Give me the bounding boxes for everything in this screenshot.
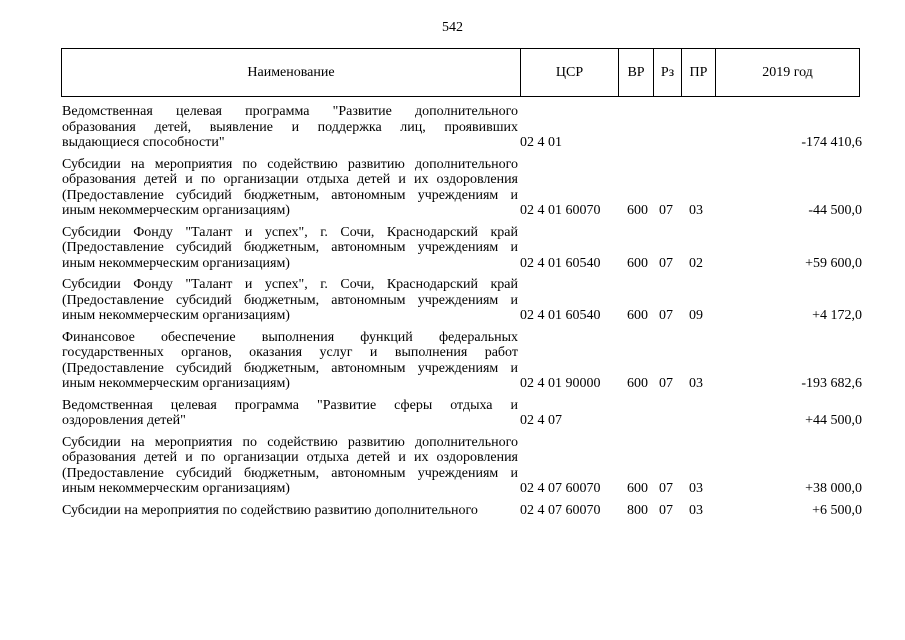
row-csr: 02 4 07 60070 — [520, 481, 601, 496]
row-name-line: (Предоставление субсидий бюджетным, автономным учреждениям и — [62, 187, 518, 203]
row-vr: 600 — [627, 308, 648, 323]
header-year: 2019 год — [715, 49, 859, 96]
row-csr: 02 4 01 — [520, 135, 562, 150]
table-row — [62, 277, 862, 324]
row-name-line: Ведомственная целевая программа "Развитие сферы отдыха и — [62, 397, 518, 413]
row-name-line: образования детей и по организации отдыха детей и их оздоровления — [62, 172, 518, 187]
row-amount: -193 682,6 — [801, 376, 862, 391]
row-name — [62, 225, 518, 272]
row-name — [62, 104, 518, 151]
row-name-line: (Предоставление субсидий бюджетным, автономным учреждениям и — [62, 240, 518, 255]
table-row — [62, 225, 862, 272]
row-name-line: оздоровления детей" — [62, 413, 186, 428]
row-name — [62, 277, 518, 324]
table-row — [62, 104, 862, 151]
row-name-line: образования детей и по организации отдыха детей и их оздоровления — [62, 450, 518, 465]
row-name-line: Субсидии на мероприятия по содействию развитию дополнительного — [62, 156, 518, 172]
row-name-line: образования детей, выявление и поддержка лиц, проявивших — [62, 119, 518, 135]
table-row — [62, 157, 862, 219]
row-vr: 600 — [627, 376, 648, 391]
row-name — [62, 398, 518, 429]
page-number: 542 — [442, 20, 463, 35]
table-header — [61, 48, 860, 97]
row-name — [62, 157, 518, 219]
row-name-line: Субсидии на мероприятия по содействию развитию дополнительного — [62, 502, 478, 518]
row-name-line: иным некоммерческим организациям) — [62, 376, 290, 391]
header-pr: ПР — [681, 49, 715, 96]
row-pr: 02 — [689, 255, 703, 271]
row-name-line: Субсидии на мероприятия по содействию развитию дополнительного — [62, 434, 518, 450]
row-name-line: иным некоммерческим организациям) — [62, 203, 290, 218]
table-row — [62, 503, 862, 519]
row-pr: 03 — [689, 376, 703, 391]
row-csr: 02 4 01 60070 — [520, 203, 601, 218]
table-row — [62, 330, 862, 392]
row-amount: +38 000,0 — [805, 481, 862, 496]
header-rz: Рз — [653, 49, 681, 96]
row-amount: -44 500,0 — [808, 203, 862, 218]
row-pr: 03 — [689, 502, 703, 518]
row-amount: -174 410,6 — [801, 135, 862, 150]
row-name-line: государственных органов, оказания услуг и выполнения работ — [62, 345, 518, 360]
table-row — [62, 398, 862, 429]
table-row — [62, 435, 862, 497]
row-csr: 02 4 07 — [520, 413, 562, 428]
row-csr: 02 4 01 60540 — [520, 255, 601, 271]
row-name — [62, 503, 518, 519]
row-name-line: иным некоммерческим организациям) — [62, 255, 290, 271]
row-rz: 07 — [659, 502, 673, 518]
row-name — [62, 330, 518, 392]
row-pr: 03 — [689, 481, 703, 496]
row-name — [62, 435, 518, 497]
row-amount: +44 500,0 — [805, 413, 862, 428]
row-rz: 07 — [659, 203, 673, 218]
row-amount: +4 172,0 — [812, 308, 862, 323]
row-rz: 07 — [659, 255, 673, 271]
row-name-line: (Предоставление субсидий бюджетным, автономным учреждениям и — [62, 292, 518, 308]
row-name-line: выдающиеся способности" — [62, 135, 225, 150]
table-body — [62, 104, 862, 524]
row-vr: 600 — [627, 481, 648, 496]
row-pr: 09 — [689, 308, 703, 323]
header-name: Наименование — [247, 64, 335, 80]
row-name-line: иным некоммерческим организациям) — [62, 308, 290, 323]
row-name-line: (Предоставление субсидий бюджетным, автономным учреждениям и — [62, 360, 518, 376]
row-name-line: Финансовое обеспечение выполнения функций федеральных — [62, 329, 518, 345]
row-name-line: Субсидии Фонду "Талант и успех", г. Сочи, Краснодарский край — [62, 277, 518, 292]
row-name-line: Субсидии Фонду "Талант и успех", г. Сочи, Краснодарский край — [62, 224, 518, 240]
row-name-line: Ведомственная целевая программа "Развитие дополнительного — [62, 104, 518, 119]
header-vr: ВР — [618, 49, 653, 96]
row-vr: 600 — [627, 203, 648, 218]
row-amount: +59 600,0 — [805, 255, 862, 271]
row-rz: 07 — [659, 308, 673, 323]
row-amount: +6 500,0 — [812, 502, 862, 518]
row-name-line: иным некоммерческим организациям) — [62, 481, 290, 496]
row-csr: 02 4 01 60540 — [520, 308, 601, 323]
row-rz: 07 — [659, 376, 673, 391]
row-csr: 02 4 07 60070 — [520, 502, 601, 518]
row-vr: 800 — [627, 502, 648, 518]
row-csr: 02 4 01 90000 — [520, 376, 601, 391]
row-rz: 07 — [659, 481, 673, 496]
row-name-line: (Предоставление субсидий бюджетным, автономным учреждениям и — [62, 465, 518, 481]
header-csr: ЦСР — [520, 49, 618, 96]
row-vr: 600 — [627, 255, 648, 271]
row-pr: 03 — [689, 203, 703, 218]
